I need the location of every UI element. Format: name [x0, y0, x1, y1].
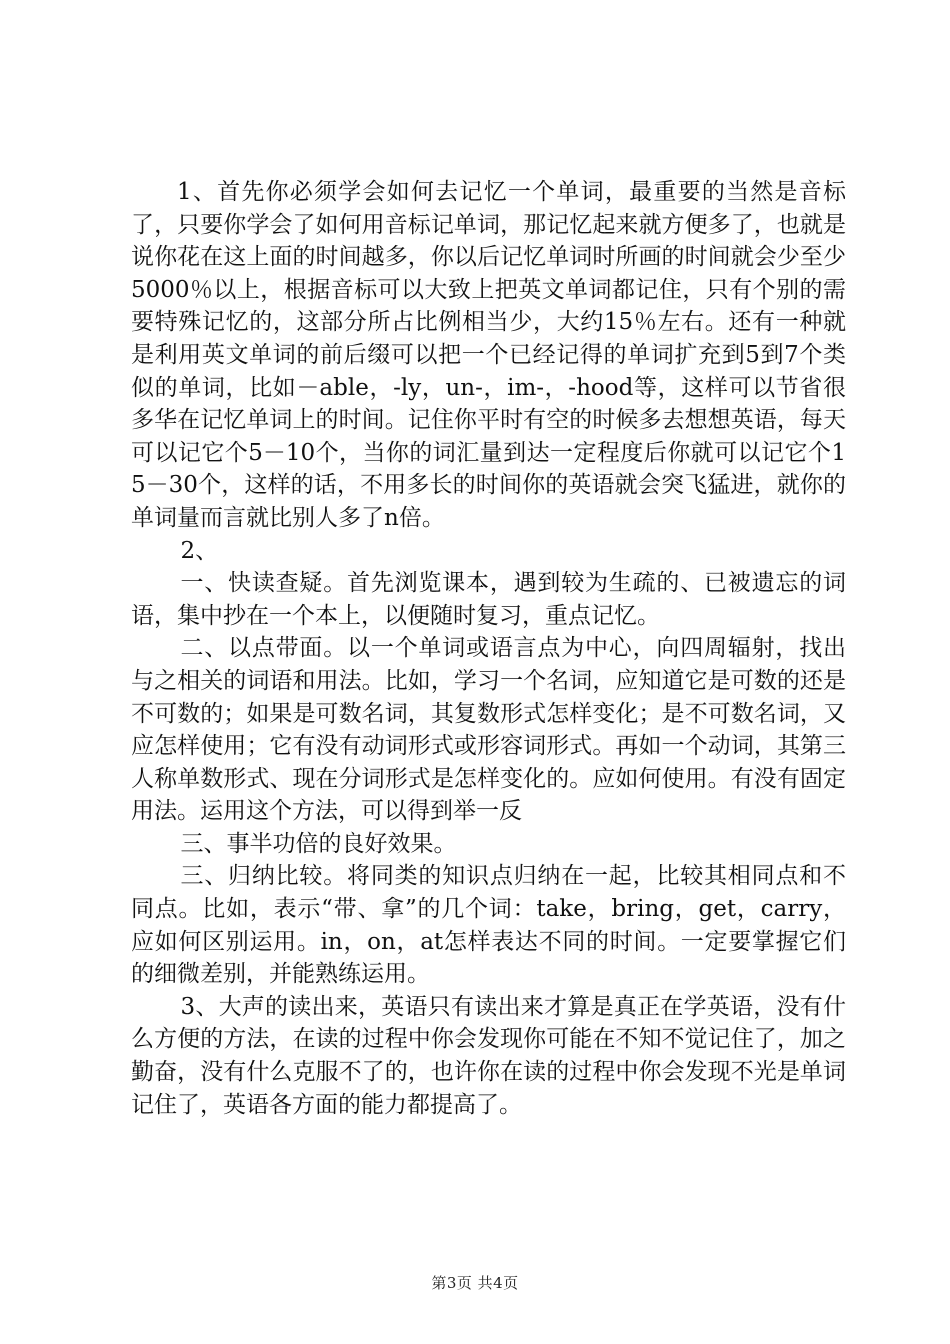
paragraph-3-read-aloud: 3、大声的读出来，英语只有读出来才算是真正在学英语，没有什么方便的方法，在读的过程中你会发现你可能在不知不觉记住了，加之勤奋，没有什么克服不了的，也许你在读的过程中你会发现不光是单词记住了，英语各方面的能力都提高了。: [131, 993, 846, 1118]
paragraph-point-to-area: 二、以点带面。以一个单词或语言点为中心，向四周辐射，找出与之相关的词语和用法。比如，学习一个名词，应知道它是可数的还是不可数的；如果是可数名词，其复数形式怎样变化；是不可数名词，又应怎样使用；它有没有动词形式或形容词形式。再如一个动词，其第三人称单数形式、现在分词形式是怎样变化的。应如何使用。有没有固定用法。运用这个方法，可以得到举一反: [131, 635, 846, 825]
paragraph-1-vocabulary-memory: 1、首先你必须学会如何去记忆一个单词，最重要的当然是音标了，只要你学会了如何用音标记单词，那记忆起来就方便多了，也就是说你花在这上面的时间越多，你以后记忆单词时所画的时间就会少至少5000％以上，根据音标可以大致上把英文单词都记住，只有个别的需要特殊记忆的，这部分所占比例相当少，大约15％左右。还有一种就是利用英文单词的前后缀可以把一个已经记得的单词扩充到5到7个类似的单词，比如－able，-ly，un-，im-，-hood等，这样可以节省很多华在记忆单词上的时间。记住你平时有空的时候多去想想英语，每天可以记它个5－10个，当你的词汇量到达一定程度后你就可以记它个15－30个，这样的话，不用多长的时间你的英语就会突飞猛进，就你的单词量而言就比别人多了n倍。: [131, 179, 846, 531]
paragraph-induction-comparison: 三、归纳比较。将同类的知识点归纳在一起，比较其相同点和不同点。比如，表示“带、拿”的几个词：take，bring，get，carry，应如何区别运用。in，on，at怎样表达不同的时间。一定要掌握它们的细微差别，并能熟练运用。: [131, 863, 846, 988]
paragraph-2-heading: 2、: [180, 537, 219, 564]
page-number-footer: 第3页 共4页: [431, 1274, 519, 1292]
document-body: [131, 176, 846, 1121]
paragraph-good-effect: 三、事半功倍的良好效果。: [180, 830, 457, 857]
paragraph-quick-reading: 一、快读查疑。首先浏览课本，遇到较为生疏的、已被遗忘的词语，集中抄在一个本上，以便随时复习，重点记忆。: [131, 570, 846, 629]
